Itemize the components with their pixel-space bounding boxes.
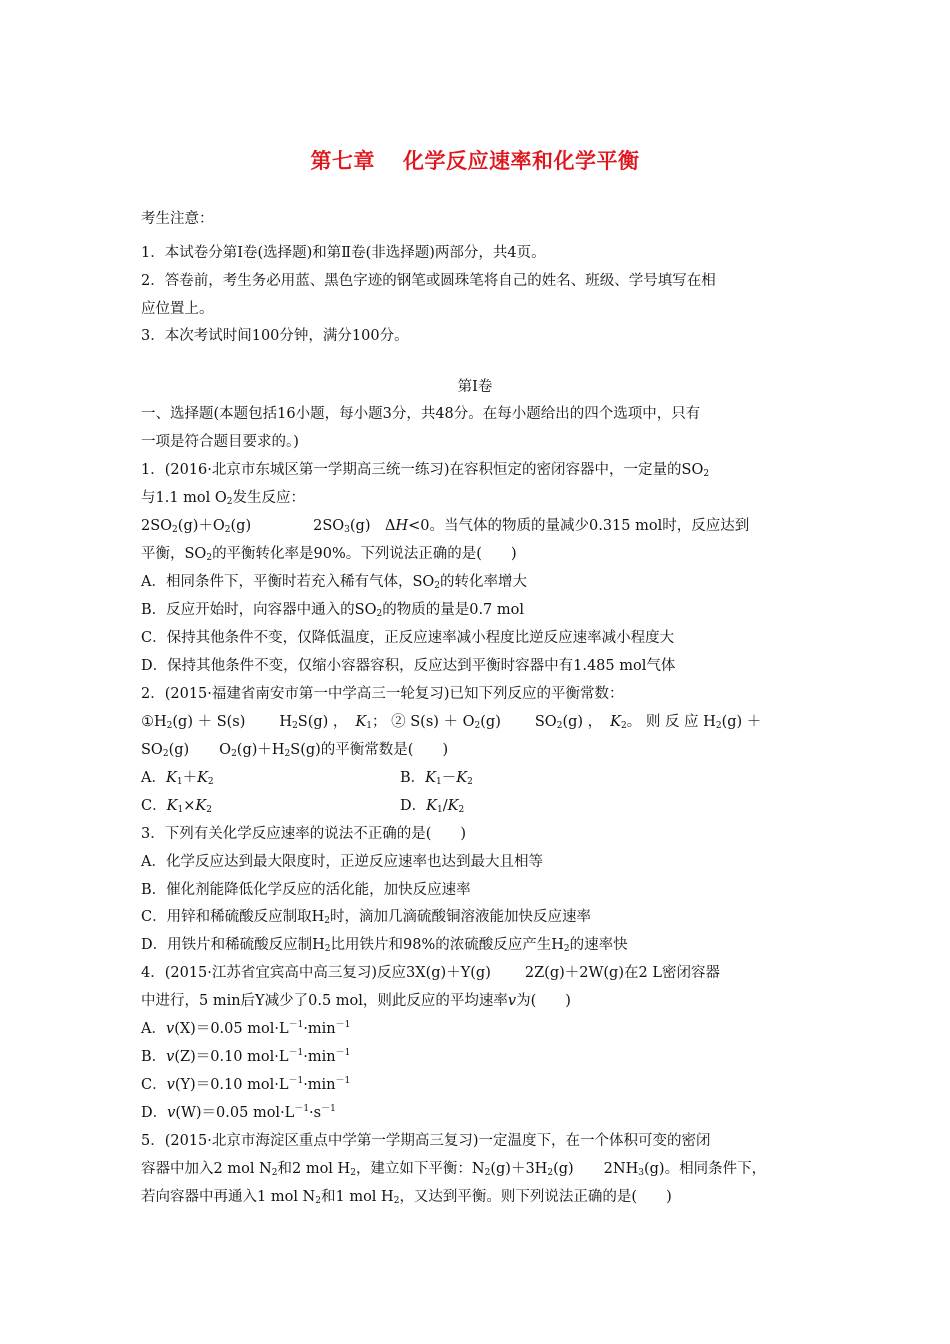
- q2-equations-cont: $SO_2(g)$ $O_2(g)+H_2S(g)$的平衡常数是( ): [141, 742, 449, 759]
- q5-stem: 5．(2015·北京市海淀区重点中学第一学期高三复习)一定温度下，在一个体积可变的密闭: [141, 1133, 711, 1149]
- notice-item-1: 1．本试卷分第Ⅰ卷(选择题)和第Ⅱ卷(非选择题)两部分，共4页。: [141, 245, 546, 261]
- q1-equation: $2SO_2(g)+O_2(g)$ $2SO_3(g)$ ΔH<0。当气体的物质的量减少0.315 mol时，反应达到: [141, 518, 750, 535]
- q1-stem: 1．(2016·北京市东城区第一学期高三统一练习)在容积恒定的密闭容器中，一定量的$SO_2$: [141, 462, 710, 479]
- q1-option-b: B．反应开始时，向容器中通入的$SO_2$的物质的量是0.7 mol: [141, 602, 525, 619]
- q2-options-row2: [141, 796, 465, 816]
- q2-option-b: B．$K_1-K_2$: [400, 770, 473, 787]
- q1-stem-cont: 与1.1 mol $O_2$发生反应：: [141, 490, 306, 507]
- q4-option-a: A．v(X)＝0.05 $mol\cdot L^{-1}\cdot\min^{-1}$: [141, 1020, 351, 1037]
- q1-option-d: D．保持其他条件不变，仅缩小容器容积，反应达到平衡时容器中有1.485 mol气体: [141, 658, 676, 674]
- q3-option-b: B．催化剂能降低化学反应的活化能，加快反应速率: [141, 882, 471, 898]
- q2-option-a: A．$K_1+K_2$: [141, 770, 214, 787]
- chapter-name: 化学反应速率和化学平衡: [403, 148, 640, 173]
- q1-stem-end: 平衡，$SO_2$的平衡转化率是90%。下列说法正确的是( ): [141, 546, 517, 563]
- q1-option-c: C．保持其他条件不变，仅降低温度，正反应速率减小程度比逆反应速率减小程度大: [141, 630, 675, 646]
- notice-heading: 考生注意：: [141, 211, 214, 227]
- q2-options-row1: [141, 768, 473, 788]
- q3-option-d: D．用铁片和稀硫酸反应制$H_2$比用铁片和98%的浓硫酸反应产生$H_2$的速率快: [141, 937, 628, 954]
- q4-option-b: B．v(Z)＝0.10 $mol\cdot L^{-1}\cdot\min^{-1}$: [141, 1048, 351, 1065]
- section-intro-cont: 一项是符合题目要求的。): [141, 434, 299, 450]
- q3-option-c: C．用锌和稀硫酸反应制取$H_2$时，滴加几滴硫酸铜溶液能加快反应速率: [141, 909, 591, 926]
- q1-option-a: A．相同条件下，平衡时若充入稀有气体，$SO_2$的转化率增大: [141, 574, 528, 591]
- notice-item-2-cont: 应位置上。: [141, 301, 214, 317]
- section-intro: 一、选择题(本题包括16小题，每小题3分，共48分。在每小题给出的四个选项中，只有: [141, 406, 701, 422]
- volume-title: 第Ⅰ卷: [457, 379, 493, 395]
- q4-stem: 4．(2015·江苏省宜宾高中高三复习)反应3X(g)＋Y(g) 2Z(g)＋2W(g)在2 L密闭容器: [141, 965, 720, 981]
- q2-option-d: D．$K_1/K_2$: [400, 798, 465, 815]
- notice-item-2: 2．答卷前，考生务必用蓝、黑色字迹的钢笔或圆珠笔将自己的姓名、班级、学号填写在相: [141, 273, 716, 289]
- q5-stem-cont: 容器中加入2 mol $N_2$和2 mol $H_2$，建立如下平衡：$N_2(g)+3H_2(g)$ $2NH_3(g)$。相同条件下，: [141, 1161, 767, 1178]
- notice-item-3: 3．本次考试时间100分钟，满分100分。: [141, 328, 409, 344]
- q4-stem-cont: 中进行，5 min后Y减少了0.5 mol，则此反应的平均速率v为( ): [141, 993, 571, 1009]
- q4-option-c: C．v(Y)＝0.10 $mol\cdot L^{-1}\cdot\min^{-1}$: [141, 1076, 351, 1093]
- q5-stem-end: 若向容器中再通入1 mol $N_2$和1 mol $H_2$，又达到平衡。则下列说法正确的是( ): [141, 1189, 672, 1206]
- chapter-title: [0, 145, 950, 175]
- chapter-number: 第七章: [310, 148, 375, 173]
- q2-option-c: C．$K_1\times K_2$: [141, 798, 212, 815]
- q3-stem: 3．下列有关化学反应速率的说法不正确的是( ): [141, 826, 467, 842]
- q4-option-d: D．v(W)＝0.05 $mol\cdot L^{-1}\cdot s^{-1}$: [141, 1104, 336, 1121]
- q2-stem: 2．(2015·福建省南安市第一中学高三一轮复习)已知下列反应的平衡常数：: [141, 686, 624, 702]
- q2-equations: $①H_2(g) + S(s)$ $H_2S(g)$ ， $K_1$； ② $S(s) + O_2(g)$ $SO_2(g)$ ， $K_2$。 则 反 应 $H_2(g)$ ＋: [141, 714, 762, 731]
- q3-option-a: A．化学反应达到最大限度时，正逆反应速率也达到最大且相等: [141, 854, 543, 870]
